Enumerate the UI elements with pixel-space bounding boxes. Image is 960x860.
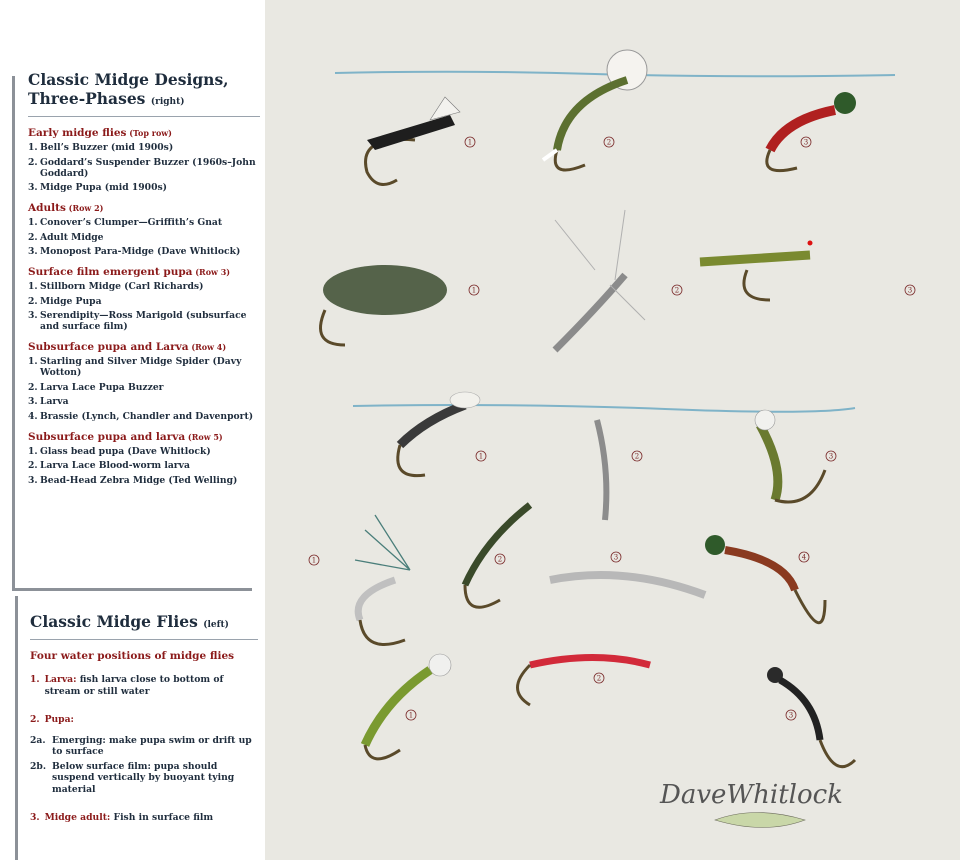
fly-list [28,446,260,486]
sidebar-vertical-rule [12,76,15,590]
fly-list-item [28,446,260,457]
below-surface-item [30,761,258,796]
fly-list-item [28,217,260,228]
title-line-2: Three-Phases [28,89,146,108]
fly-number: 2. [28,295,38,307]
brassie-fly [705,535,825,623]
section-title-text: Surface film emergent pupa [28,266,193,278]
fly-number-label: 2 [497,555,503,564]
fly-number-label: 3 [803,138,809,147]
suspender-buzzer-fly [543,50,647,170]
fly-number: 1. [28,356,38,367]
fly-number: 2. [28,231,38,243]
fly-list [28,281,260,332]
fly-name: Starling and Silver Midge Spider (Davy Wotton) [40,356,242,378]
fly-list-item [28,142,260,153]
below-surface-number: 2b. [30,760,47,772]
fly-number-label: 3 [828,452,834,461]
fly-list-item [28,232,260,243]
midge-flies-panel [30,612,258,827]
fly-name: Conover’s Clumper—Griffith’s Gnat [40,217,223,228]
larva-lace-pupa-buzzer-fly [465,505,530,607]
fly-name: Brassie (Lynch, Chandler and Davenport) [40,410,254,422]
fly-number-label: 2 [634,452,640,461]
monopost-para-midge-fly [700,241,915,301]
fly-list-item [28,157,260,179]
fly-list-item [28,396,260,407]
section-list [28,127,260,486]
adult-label: Midge adult: [44,812,111,823]
midge-flies-divider [30,639,258,640]
fly-name: Goddard’s Suspender Buzzer (1960s–John Goddard) [40,156,256,179]
fly-number: 3. [28,474,38,486]
fly-list-item [28,182,260,193]
midge-designs-title [28,70,260,112]
midge-flies-title [30,612,258,635]
fly-name: Serendipity—Ross Marigold (subsurface and surface film) [40,310,247,332]
section-title-text: Subsurface pupa and larva [28,430,186,443]
fly-list-item [28,296,260,307]
fly-number: 3. [28,246,38,257]
fly-number-label: 2 [674,286,680,295]
fly-list-item [28,411,260,422]
emerging-number: 2a. [30,734,46,746]
pupa-number: 2. [30,714,40,725]
fly-list-item [28,382,260,393]
larva-label: Larva: [44,674,77,685]
larva-fly [550,552,705,595]
starling-silver-midge-spider-fly [309,515,410,645]
section-title-note: (Row 5) [185,431,223,442]
fly-number-label: 4 [801,553,807,562]
zebra-midge-fly [767,667,855,767]
fly-number: 3. [28,182,38,193]
bells-buzzer-fly [366,97,475,185]
pupa-label: Pupa: [44,714,74,725]
larva-text: fish larva close to bottom of stream or still water [44,674,224,697]
section-title [28,431,260,443]
emerging-text: Emerging: make pupa swim or drift up to surface [52,734,252,757]
water-positions-subtitle: Four water positions of midge flies [30,650,235,662]
signature-artwork [659,780,843,828]
fly-list-item [28,246,260,257]
pupa-item [30,714,258,726]
fly-list-item [28,475,260,486]
fly-number-label: 1 [471,286,477,295]
midge-fly-illustration [265,0,960,860]
section-title [28,127,260,139]
fly-plate-svg [265,0,960,860]
fly-number: 1. [28,142,38,153]
fly-number-label: 1 [478,452,484,461]
fly-number: 1. [28,281,38,292]
larva-item [30,674,258,697]
fly-list [28,356,260,422]
larva-number: 1. [30,674,40,685]
fly-number: 1. [28,217,38,228]
adult-midge-fly [555,210,682,350]
fly-number-label: 1 [467,138,473,147]
fly-number-label: 3 [788,711,794,720]
fly-name: Larva [40,396,69,407]
midge-designs-panel [28,70,260,495]
fly-list-item [28,356,260,378]
section-title-note: (Top row) [126,128,172,138]
section-title [28,266,260,278]
fly-number: 2. [28,381,38,393]
fly-name: Midge Pupa [40,295,102,307]
fly-list-item [28,310,260,332]
adult-item [30,812,258,824]
below-surface-text: Below surface film: pupa should suspend vertically by buoyant tying material [52,760,235,795]
artist-signature: DaveWhitlock [660,780,843,810]
section-title-text: Adults [28,202,66,214]
fly-number-label: 3 [613,553,619,562]
fly-number-label: 2 [596,674,602,683]
fly-name: Larva Lace Pupa Buzzer [40,381,164,393]
fly-number-label: 1 [311,556,317,565]
emerging-item [30,735,258,758]
fly-number: 2. [28,156,38,168]
fly-name: Bead-Head Zebra Midge (Ted Welling) [40,474,238,486]
fly-name: Stillborn Midge (Carl Richards) [40,281,204,292]
surface-film-line-middle [353,405,855,412]
fly-list [28,217,260,257]
section-title-note: (Row 2) [65,203,104,213]
legend-sidebar [0,0,265,860]
title-line-1: Classic Midge Designs, [28,70,229,89]
fly-name: Bell’s Buzzer (mid 1900s) [40,142,174,153]
title-divider [28,116,260,117]
fly-list-item [28,460,260,471]
midge-pupa-red-fly [767,92,856,171]
section-title-note: (Row 3) [192,267,231,277]
sidebar-horizontal-rule [12,588,252,591]
fly-number-label: 3 [907,286,913,295]
fly-name: Glass bead pupa (Dave Whitlock) [40,445,211,457]
sidebar-lower-vertical-rule [15,596,18,860]
section-title [28,341,260,353]
fly-list [28,142,260,193]
fly-name: Midge Pupa (mid 1900s) [40,182,167,193]
fly-number: 3. [28,310,38,321]
glass-bead-pupa-fly [365,654,451,759]
fly-number: 1. [28,445,38,457]
serendipity-fly [755,410,836,502]
fly-list-item [28,281,260,292]
midge-flies-title-note: (left) [203,620,229,630]
title-note: (right) [150,97,185,107]
fly-number: 4. [28,410,38,422]
adult-number: 3. [30,812,40,823]
adult-text: Fish in surface film [113,812,214,823]
section-title [28,202,260,214]
fly-number-label: 1 [408,711,414,720]
midge-flies-title-text: Classic Midge Flies [30,612,198,631]
blood-worm-larva-fly [518,658,651,706]
section-title-text: Early midge flies [28,127,127,139]
midge-pupa-vertical-fly [597,420,642,520]
fly-name: Monopost Para-Midge (Dave Whitlock) [40,246,241,257]
fly-name: Adult Midge [40,231,104,243]
fly-number-label: 2 [606,138,612,147]
fly-name: Larva Lace Blood-worm larva [40,460,190,471]
fly-number: 3. [28,396,38,407]
section-title-text: Subsurface pupa and Larva [28,341,189,353]
fly-number: 2. [28,460,38,471]
section-title-note: (Row 4) [188,342,227,352]
griffiths-gnat-fly [321,265,480,345]
